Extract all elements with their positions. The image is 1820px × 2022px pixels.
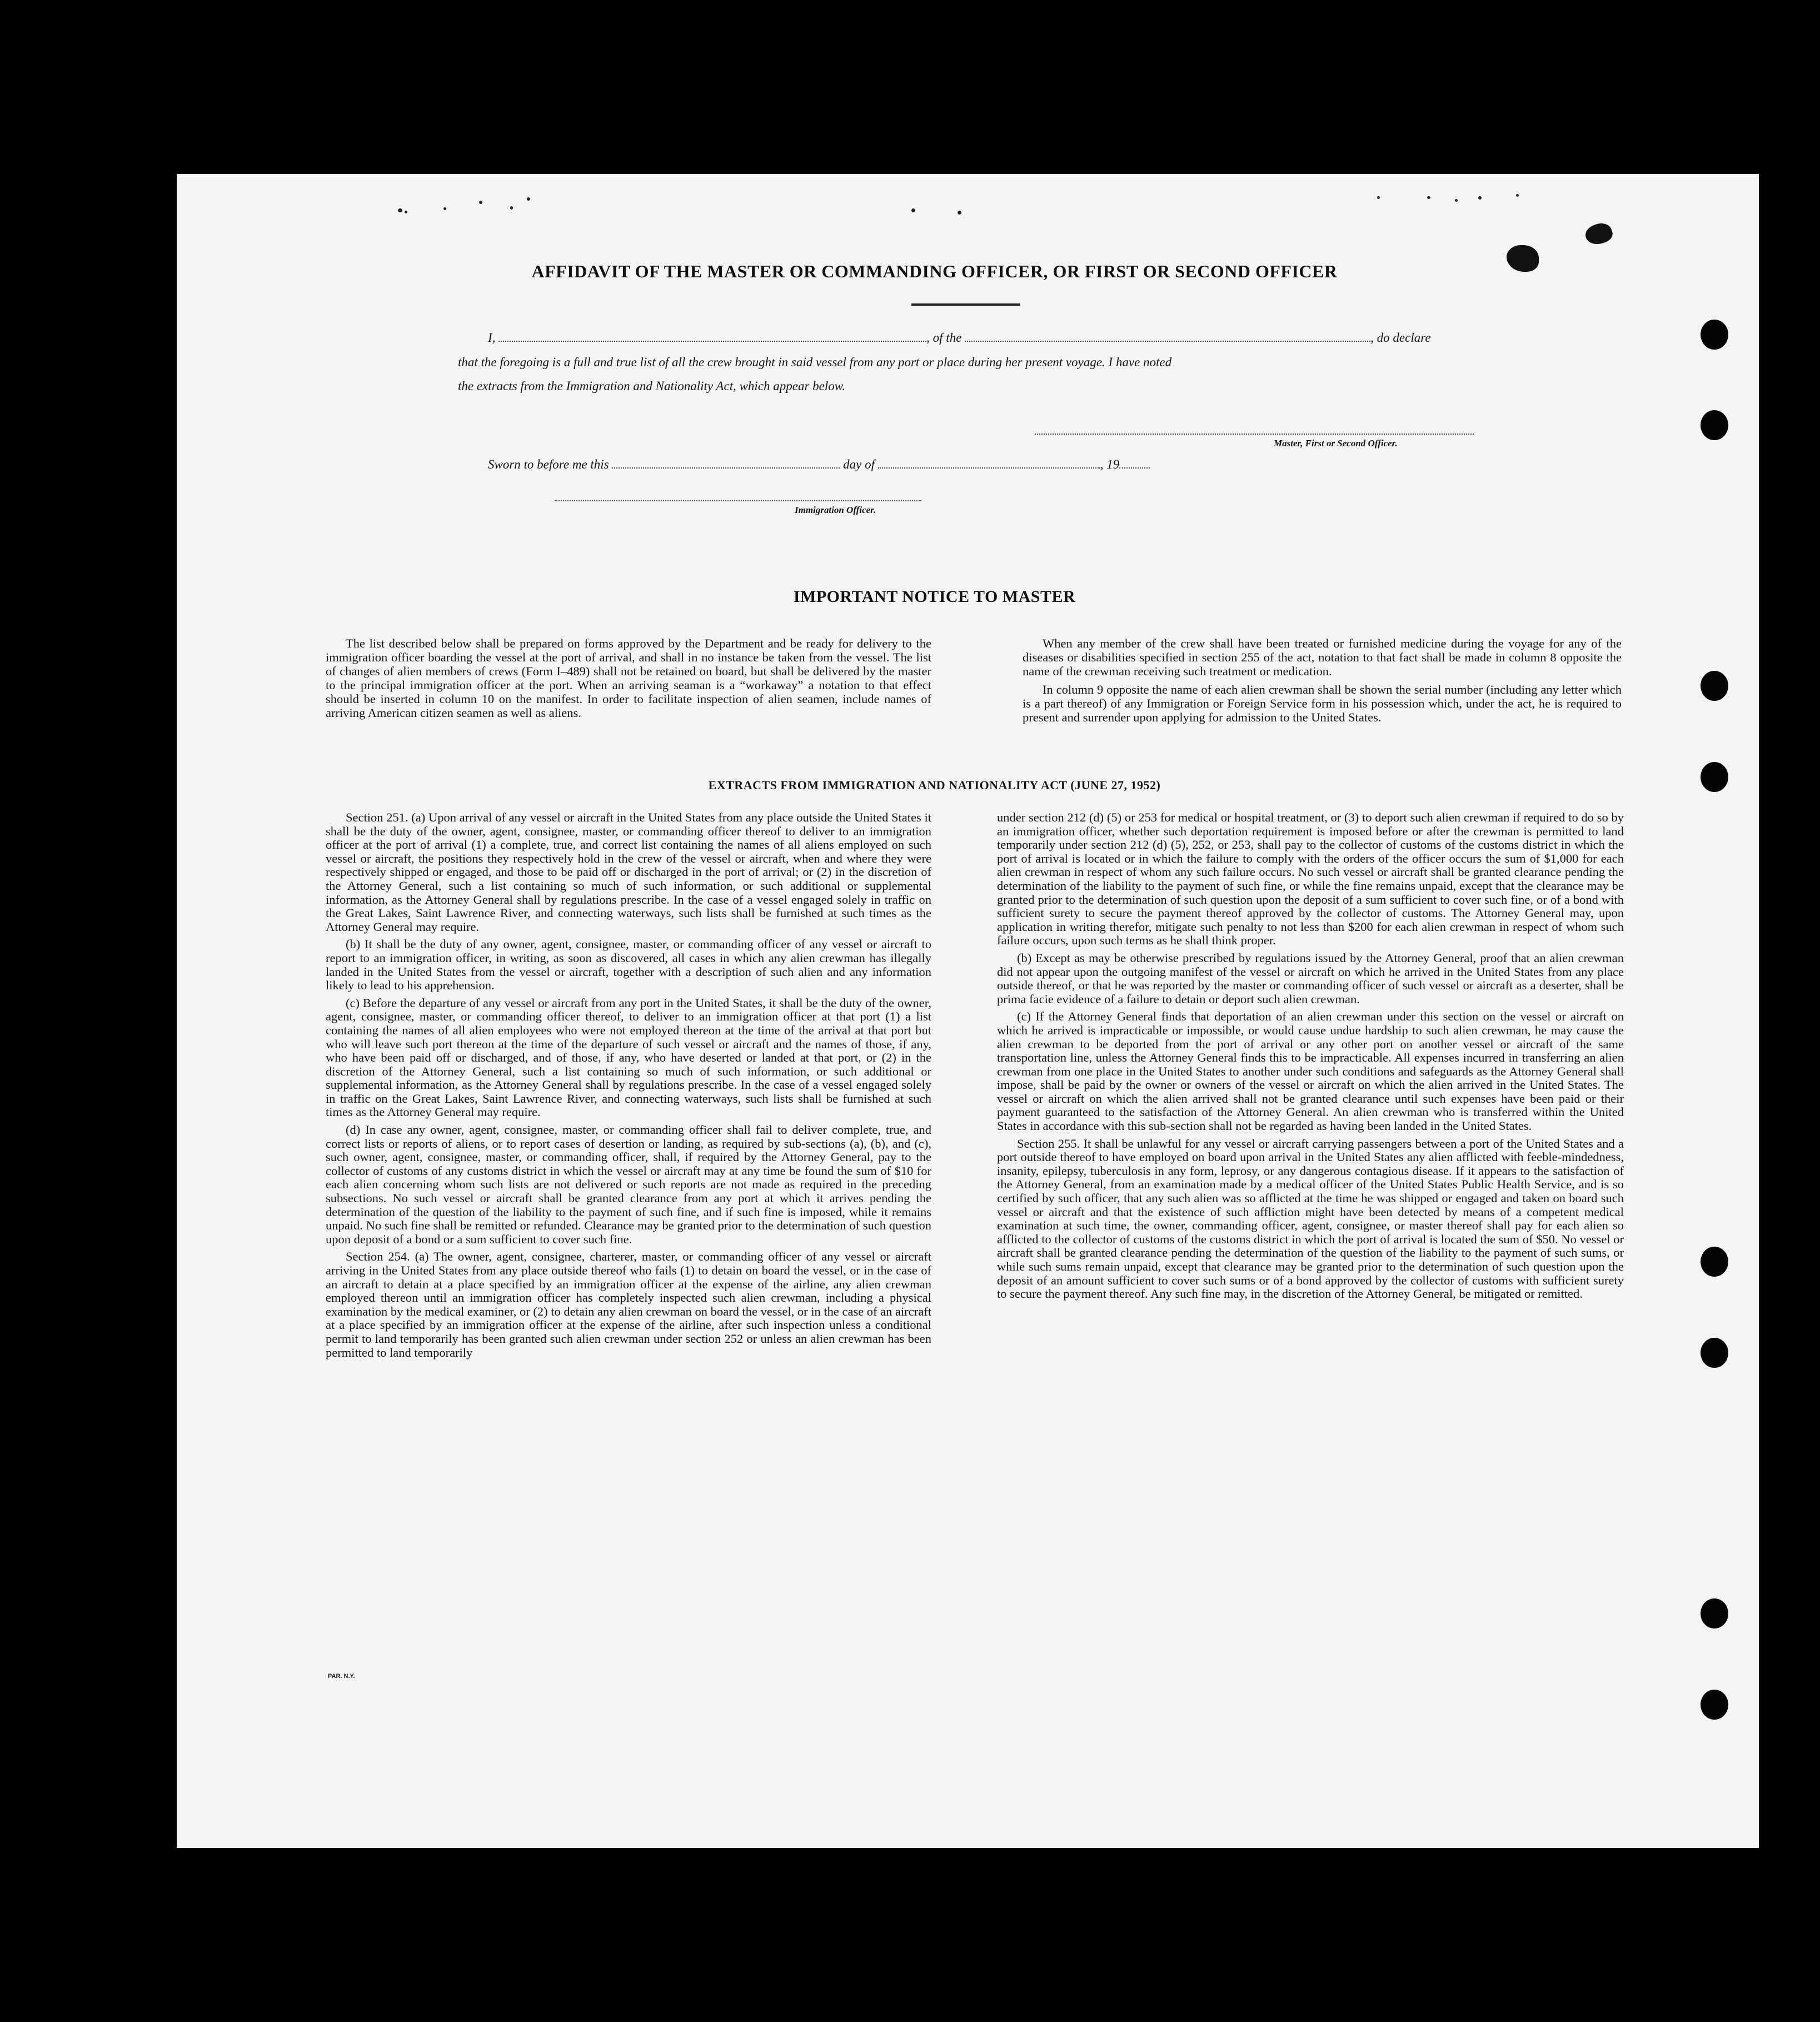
speck bbox=[405, 211, 407, 213]
affidavit-line-1 bbox=[488, 331, 1431, 345]
officer-caption: Immigration Officer. bbox=[795, 505, 876, 515]
punch-hole bbox=[1701, 320, 1728, 350]
affidavit-title: AFFIDAVIT OF THE MASTER OR COMMANDING OFFICER, OR FIRST OR SECOND OFFICER bbox=[531, 261, 1338, 281]
section-254-b: (b) Except as may be otherwise prescribed by regulations issued by the Attorney General, proof that an alien crewman did not appear upon the outgoing manifest of the vessel or aircraft on which he arrived in the United States from any place outside thereof, or that he was reported by the master or commanding officer of such vessel or aircraft as a deserter, shall be prima facie evidence of a failure to detain or deport such alien crewman. bbox=[997, 950, 1624, 1006]
section-251-d: (d) In case any owner, agent, consignee, master, or commanding officer shall fail to deliver complete, true, and correct lists or reports of aliens, or to report cases of desertion or landing, as required by sub-sections (a), (b), and (c), such owner, agent, consignee, master, or commanding officer, shall, if required by the Attorney General, pay to the collector of customs of any customs district in which the vessel or aircraft may at any time be found the sum of $10 for each alien concerning whom such lists are not delivered or such reports are not made as required in the preceding subsections. No such vessel or aircraft shall be granted clearance from any port at which it arrives pending the determination of the question of the liability to the payment of such fine, and if such fine is imposed, while it remains unpaid. No such fine shall be remitted or refunded. Clearance may be granted prior to the determination of such question upon deposit of a bond or a sum sufficient to cover such fine. bbox=[326, 1123, 931, 1246]
extracts-right-column bbox=[997, 811, 1624, 1305]
speck bbox=[1478, 196, 1482, 200]
notice-title: IMPORTANT NOTICE TO MASTER bbox=[793, 587, 1076, 606]
speck bbox=[479, 201, 482, 204]
notice-right-column bbox=[1023, 636, 1622, 729]
speck bbox=[1427, 196, 1430, 199]
section-254-a: Section 254. (a) The owner, agent, consignee, charterer, master, or commanding officer of any vessel or aircraft arriving in the United States from any place outside thereof who fails (1) to detain on board the vessel, or in the case of an aircraft to detain at a place specified by an immigration officer at the expense of the airline, any alien crewman employed thereon until an immigration officer has completely inspected such alien crewman, including a physical examination by the medical examiner, or (2) to detain any alien crewman on board the vessel, or in the case of an aircraft at a place specified by an immigration officer at the expense of the airline, after such inspection unless a conditional permit to land temporarily has been granted such alien crewman under section 252 or unless an alien crewman has been permitted to land temporarily bbox=[326, 1249, 931, 1359]
officer-signature-line[interactable] bbox=[555, 500, 921, 501]
text-year: , 19 bbox=[1100, 457, 1120, 471]
month-blank[interactable] bbox=[878, 467, 1100, 469]
title-rule bbox=[911, 303, 1020, 306]
name-blank[interactable] bbox=[498, 341, 926, 342]
section-251-c: (c) Before the departure of any vessel or aircraft from any port in the United States, it shall be the duty of the owner, agent, consignee, master, or commanding officer thereof, to deliver to an immigration officer at that port (1) a list containing the names of all alien employees who were not employed thereon at the time of the arrival at that port but who will leave such port thereon at the time of the departure of such vessel or aircraft and the names of those, if any, who have been paid off or discharged, and of those, if any, who have deserted or landed at that port, or (2) in the discretion of the Attorney General, such a list containing so much of such information, or such additional or supplemental information, as the Attorney General shall by regulations prescribe. In the case of a vessel engaged solely in traffic on the Great Lakes, Saint Lawrence River, and connecting waterways, such lists shall be furnished at such times as the Attorney General may require. bbox=[326, 995, 931, 1119]
text-sworn: Sworn to before me this bbox=[488, 457, 609, 471]
speck bbox=[911, 208, 915, 212]
notice-paragraph: The list described below shall be prepared on forms approved by the Department and be ready for delivery to the immigration officer boarding the vessel at the port of arrival, and shall in no instance be taken from the vessel. The list of changes of alien members of crews (Form I–489) shall not be retained on board, but shall be delivered by the master to the principal immigration officer at the port. When an arriving seaman is a “workaway” a notation to that effect should be inserted in column 10 on the manifest. In order to facilitate inspection of alien seamen, include names of arriving American citizen seamen as well as aliens. bbox=[326, 636, 931, 720]
section-254-a-continued: under section 212 (d) (5) or 253 for medical or hospital treatment, or (3) to deport such alien crewman if required to do so by an immigration officer, whether such deportation requirement is imposed before or after the crewman is permitted to land temporarily under section 212 (d) (5), 252, or 253, shall pay to the collector of customs of the customs district in which the port of arrival is located or in which the failure to comply with the orders of the officer occurs the sum of $1,000 for each alien crewman in respect of whom any such failure occurs. No such vessel or aircraft shall be granted clearance pending the determination of the liability to the payment of such fine, or while the fine remains unpaid, except that the clearance may be granted prior to the determination of such question upon the deposit of a sum sufficient to cover such fine, or of a bond with sufficient surety to secure the payment thereof approved by the collector of customs. The Attorney General may, upon application in writing therefor, mitigate such penalty to not less than $200 for each alien crewman in respect of whom such failure occurs, upon such terms as he shall think proper. bbox=[997, 810, 1624, 948]
text-of-the: , of the bbox=[926, 331, 962, 345]
text-i: I, bbox=[488, 331, 496, 345]
speck bbox=[1516, 194, 1519, 197]
section-251-a: Section 251. (a) Upon arrival of any vessel or aircraft in the United States from any place outside the United States it shall be the duty of the owner, agent, consignee, master, or commanding officer thereof to deliver to an immigration officer at the port of arrival (1) a complete, true, and correct list containing the names of all aliens employed on such vessel or aircraft, the positions they respectively hold in the crew of the vessel or aircraft, when and where they were respectively shipped or engaged, and those to be paid off or discharged in the port of arrival; or (2) in the discretion of the Attorney General, such a list containing so much of such information, or such additional or supplemental information, as the Attorney General shall by regulations prescribe. In the case of a vessel engaged solely in traffic on the Great Lakes, Saint Lawrence River, and connecting waterways, such lists shall be furnished at such times as the Attorney General may require. bbox=[326, 810, 931, 934]
text-day-of: day of bbox=[843, 457, 875, 471]
day-blank[interactable] bbox=[612, 467, 840, 469]
punch-hole bbox=[1701, 410, 1728, 440]
sworn-line bbox=[488, 457, 1150, 472]
speck bbox=[527, 197, 530, 201]
affidavit-line-2: that the foregoing is a full and true list of all the crew brought in said vessel from any port or place during her present voyage. I have noted bbox=[458, 355, 1172, 369]
extracts-left-column bbox=[326, 811, 931, 1363]
ink-blot bbox=[1583, 220, 1614, 248]
year-blank[interactable] bbox=[1119, 467, 1150, 469]
master-signature-line[interactable] bbox=[1035, 434, 1474, 435]
speck bbox=[1377, 196, 1380, 199]
section-254-c: (c) If the Attorney General finds that deportation of an alien crewman under this section on the vessel or aircraft on which he arrived is impracticable or impossible, or would cause undue hardship to such alien crewman, he may cause the alien crewman to be deported from the port of arrival or any other port on another vessel or aircraft of the same transportation line, unless the Attorney General finds this to be impracticable. All expenses incurred in transferring an alien crewman from one place in the United States to another under such conditions and safeguards as the Attorney General shall impose, shall be paid by the owner or owners of the vessel or aircraft on which the alien arrived in the United States. The vessel or aircraft on which the alien arrived shall not be granted clearance until such expenses have been paid or their payment guaranteed to the satisfaction of the Attorney General. An alien crewman who is transferred within the United States in accordance with this sub-section shall not be regarded as having been landed in the United States. bbox=[997, 1009, 1624, 1133]
punch-hole bbox=[1701, 1598, 1728, 1628]
extracts-title: EXTRACTS FROM IMMIGRATION AND NATIONALITY ACT (JUNE 27, 1952) bbox=[708, 778, 1161, 792]
punch-hole bbox=[1701, 671, 1728, 701]
section-255: Section 255. It shall be unlawful for any vessel or aircraft carrying passengers between a port of the United States and a port outside thereof to have employed on board upon arrival in the United States any alien afflicted with feeble-mindedness, insanity, epilepsy, tuberculosis in any form, leprosy, or any dangerous contagious disease. If it appears to the satisfaction of the Attorney General, from an examination made by a medical officer of the United States Public Health Service, and is so certified by such officer, that any such alien was so afflicted at the time he was shipped or engaged and taken on board such vessel or aircraft and that the existence of such affliction might have been detected by means of a competent medical examination at such time, the owner, commanding officer, agent, consignee, or master thereof shall pay for each alien so afflicted to the collector of customs of the customs district in which the port of arrival is located the sum of $50. No vessel or aircraft shall be granted clearance pending the determination of the question of the liability to the payment of such sums, or while such sums remain unpaid, except that clearance may be granted prior to the determination of such question upon the deposit of an amount sufficient to cover such sums or of a bond approved by the collector of customs with sufficient surety to secure the payment thereof. Any such fine may, in the discretion of the Attorney General, be mitigated or remitted. bbox=[997, 1136, 1624, 1301]
punch-hole bbox=[1701, 1247, 1728, 1277]
vessel-blank[interactable] bbox=[965, 341, 1370, 342]
punch-hole bbox=[1701, 1338, 1728, 1368]
speck bbox=[1455, 199, 1458, 202]
speck bbox=[398, 208, 402, 212]
speck bbox=[443, 207, 446, 210]
punch-hole bbox=[1701, 1690, 1728, 1720]
notice-paragraph: When any member of the crew shall have been treated or furnished medicine during the voyage for any of the diseases or disabilities specified in section 255 of the act, notation to that fact shall be made in column 8 opposite the name of the crewman receiving such treatment or medication. bbox=[1023, 636, 1622, 678]
affidavit-line-3: the extracts from the Immigration and Nationality Act, which appear below. bbox=[458, 379, 846, 393]
text-do-declare: , do declare bbox=[1370, 331, 1431, 345]
speck bbox=[958, 211, 961, 215]
document-page bbox=[177, 174, 1759, 1848]
master-caption: Master, First or Second Officer. bbox=[1274, 438, 1398, 449]
notice-left-column bbox=[326, 636, 931, 724]
notice-paragraph: In column 9 opposite the name of each alien crewman shall be shown the serial number (including any letter which is a part thereof) of any Immigration or Foreign Service form in his possession which, under the act, he is required to present and surrender upon applying for admission to the United States. bbox=[1023, 683, 1622, 724]
printer-mark: PAR. N.Y. bbox=[328, 1673, 355, 1680]
section-251-b: (b) It shall be the duty of any owner, agent, consignee, master, or commanding officer of any vessel or aircraft to report to an immigration officer, in writing, as soon as discovered, all cases in which any alien crewman has illegally landed in the United States from the vessel or aircraft, together with a description of such alien and any information likely to lead to his apprehension. bbox=[326, 937, 931, 993]
speck bbox=[510, 206, 513, 210]
